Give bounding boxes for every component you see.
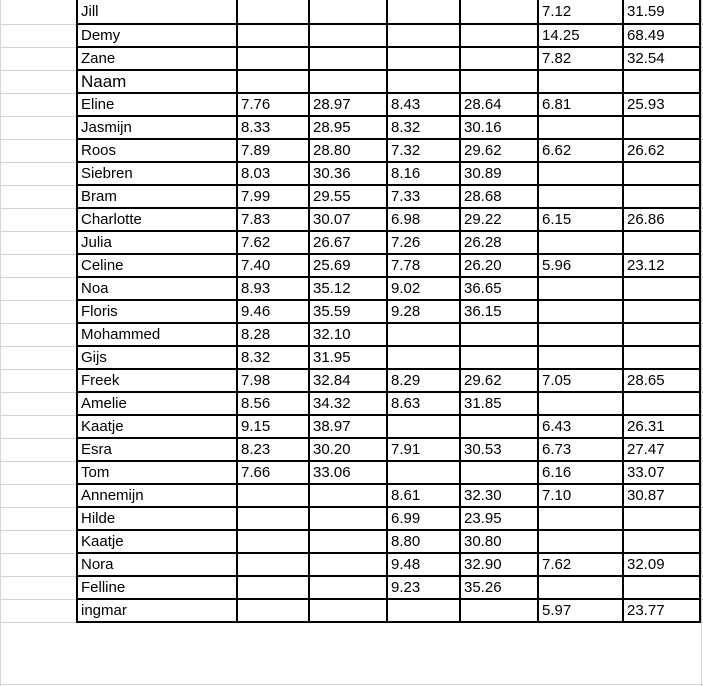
- value-cell[interactable]: 30.80: [460, 530, 538, 553]
- table-row: [77, 0, 700, 24]
- value-cell[interactable]: 26.28: [460, 231, 538, 254]
- value-cell[interactable]: [538, 323, 623, 346]
- name-cell[interactable]: Jasmijn: [77, 116, 237, 139]
- value-cell[interactable]: [237, 599, 309, 622]
- name-cell[interactable]: Annemijn: [77, 484, 237, 507]
- value-cell[interactable]: 6.98: [387, 208, 460, 231]
- name-cell[interactable]: Gijs: [77, 346, 237, 369]
- value-cell[interactable]: 28.97: [309, 93, 387, 116]
- value-cell[interactable]: 6.73: [538, 438, 623, 461]
- value-cell[interactable]: [237, 47, 309, 70]
- value-cell[interactable]: 6.15: [538, 208, 623, 231]
- value-cell[interactable]: [623, 70, 700, 93]
- name-cell[interactable]: Nora: [77, 553, 237, 576]
- gridline: [701, 0, 702, 686]
- value-cell[interactable]: 33.06: [309, 461, 387, 484]
- table-row: [77, 231, 700, 254]
- value-cell[interactable]: 7.12: [538, 0, 623, 24]
- value-cell[interactable]: 8.16: [387, 162, 460, 185]
- value-cell[interactable]: 32.90: [460, 553, 538, 576]
- value-cell[interactable]: [387, 599, 460, 622]
- name-cell[interactable]: Bram: [77, 185, 237, 208]
- value-cell[interactable]: [309, 599, 387, 622]
- name-cell[interactable]: Roos: [77, 139, 237, 162]
- value-cell[interactable]: 7.99: [237, 185, 309, 208]
- value-cell[interactable]: [237, 576, 309, 599]
- value-cell[interactable]: [237, 0, 309, 24]
- value-cell[interactable]: 6.81: [538, 93, 623, 116]
- value-cell[interactable]: 31.59: [623, 0, 700, 24]
- value-cell[interactable]: 7.32: [387, 139, 460, 162]
- name-cell[interactable]: Amelie: [77, 392, 237, 415]
- name-cell[interactable]: Noa: [77, 277, 237, 300]
- value-cell[interactable]: 7.10: [538, 484, 623, 507]
- value-cell[interactable]: 9.15: [237, 415, 309, 438]
- value-cell[interactable]: 7.66: [237, 461, 309, 484]
- value-cell[interactable]: [623, 116, 700, 139]
- value-cell[interactable]: [623, 300, 700, 323]
- value-cell[interactable]: 35.59: [309, 300, 387, 323]
- value-cell[interactable]: 35.12: [309, 277, 387, 300]
- table-row: [77, 93, 700, 116]
- gridline: [0, 684, 703, 685]
- value-cell[interactable]: 7.89: [237, 139, 309, 162]
- value-cell[interactable]: [623, 576, 700, 599]
- value-cell[interactable]: 8.33: [237, 116, 309, 139]
- value-cell[interactable]: 9.48: [387, 553, 460, 576]
- value-cell[interactable]: 26.62: [623, 139, 700, 162]
- value-cell[interactable]: 8.43: [387, 93, 460, 116]
- value-cell[interactable]: 8.32: [387, 116, 460, 139]
- name-cell[interactable]: Jill: [77, 0, 237, 24]
- value-cell[interactable]: [237, 553, 309, 576]
- value-cell[interactable]: [623, 323, 700, 346]
- value-cell[interactable]: [623, 277, 700, 300]
- value-cell[interactable]: [623, 231, 700, 254]
- table-row: [77, 461, 700, 484]
- table-row: [77, 415, 700, 438]
- value-cell[interactable]: [309, 530, 387, 553]
- table-row: [77, 484, 700, 507]
- value-cell[interactable]: 7.91: [387, 438, 460, 461]
- value-cell[interactable]: 7.05: [538, 369, 623, 392]
- value-cell[interactable]: 7.83: [237, 208, 309, 231]
- name-cell[interactable]: Freek: [77, 369, 237, 392]
- table-row: [77, 208, 700, 231]
- value-cell[interactable]: 8.56: [237, 392, 309, 415]
- gridline: [0, 0, 1, 686]
- table-row: [77, 323, 700, 346]
- value-cell[interactable]: 8.61: [387, 484, 460, 507]
- value-cell[interactable]: 6.43: [538, 415, 623, 438]
- value-cell[interactable]: 9.46: [237, 300, 309, 323]
- value-cell[interactable]: [623, 507, 700, 530]
- value-cell[interactable]: 28.80: [309, 139, 387, 162]
- value-cell[interactable]: [309, 576, 387, 599]
- table-row: [77, 438, 700, 461]
- value-cell[interactable]: 5.97: [538, 599, 623, 622]
- value-cell[interactable]: 7.82: [538, 47, 623, 70]
- value-cell[interactable]: [460, 346, 538, 369]
- value-cell[interactable]: 31.85: [460, 392, 538, 415]
- value-cell[interactable]: [309, 484, 387, 507]
- value-cell[interactable]: [623, 392, 700, 415]
- value-cell[interactable]: 36.15: [460, 300, 538, 323]
- value-cell[interactable]: 14.25: [538, 24, 623, 47]
- value-cell[interactable]: [387, 24, 460, 47]
- value-cell[interactable]: [309, 70, 387, 93]
- name-cell[interactable]: Esra: [77, 438, 237, 461]
- value-cell[interactable]: [387, 0, 460, 24]
- value-cell[interactable]: [387, 70, 460, 93]
- table-row: [77, 70, 700, 93]
- name-cell[interactable]: Kaatje: [77, 415, 237, 438]
- value-cell[interactable]: [237, 507, 309, 530]
- value-cell[interactable]: [387, 323, 460, 346]
- value-cell[interactable]: [538, 507, 623, 530]
- table-row: [77, 346, 700, 369]
- value-cell[interactable]: [237, 70, 309, 93]
- name-cell[interactable]: Charlotte: [77, 208, 237, 231]
- value-cell[interactable]: 23.12: [623, 254, 700, 277]
- table-row: [77, 162, 700, 185]
- value-cell[interactable]: 7.76: [237, 93, 309, 116]
- value-cell[interactable]: 7.33: [387, 185, 460, 208]
- value-cell[interactable]: [538, 70, 623, 93]
- table-row: [77, 369, 700, 392]
- value-cell[interactable]: [538, 116, 623, 139]
- value-cell[interactable]: [460, 24, 538, 47]
- value-cell[interactable]: 30.36: [309, 162, 387, 185]
- value-cell[interactable]: [309, 24, 387, 47]
- value-cell[interactable]: [623, 185, 700, 208]
- name-cell[interactable]: Demy: [77, 24, 237, 47]
- value-cell[interactable]: 9.23: [387, 576, 460, 599]
- value-cell[interactable]: [460, 599, 538, 622]
- name-cell[interactable]: Eline: [77, 93, 237, 116]
- table-row: [77, 553, 700, 576]
- value-cell[interactable]: [237, 530, 309, 553]
- value-cell[interactable]: 30.89: [460, 162, 538, 185]
- value-cell[interactable]: 36.65: [460, 277, 538, 300]
- value-cell[interactable]: [538, 576, 623, 599]
- value-cell[interactable]: [538, 392, 623, 415]
- name-cell[interactable]: Hilde: [77, 507, 237, 530]
- value-cell[interactable]: [309, 0, 387, 24]
- value-cell[interactable]: 7.62: [237, 231, 309, 254]
- table-row: [77, 185, 700, 208]
- table-row: [77, 392, 700, 415]
- value-cell[interactable]: [538, 277, 623, 300]
- name-cell[interactable]: Kaatje: [77, 530, 237, 553]
- value-cell[interactable]: 9.02: [387, 277, 460, 300]
- table-row: [77, 576, 700, 599]
- name-cell[interactable]: Julia: [77, 231, 237, 254]
- value-cell[interactable]: 8.29: [387, 369, 460, 392]
- value-cell[interactable]: 8.28: [237, 323, 309, 346]
- value-cell[interactable]: [538, 231, 623, 254]
- table-row: [77, 530, 700, 553]
- value-cell[interactable]: 8.32: [237, 346, 309, 369]
- value-cell[interactable]: [387, 47, 460, 70]
- table-row: [77, 277, 700, 300]
- value-cell[interactable]: 31.95: [309, 346, 387, 369]
- value-cell[interactable]: 26.67: [309, 231, 387, 254]
- value-cell[interactable]: 5.96: [538, 254, 623, 277]
- value-cell[interactable]: 23.77: [623, 599, 700, 622]
- value-cell[interactable]: 34.32: [309, 392, 387, 415]
- name-cell[interactable]: Floris: [77, 300, 237, 323]
- value-cell[interactable]: [387, 415, 460, 438]
- table-row: [77, 24, 700, 47]
- value-cell[interactable]: [387, 461, 460, 484]
- value-cell[interactable]: 38.97: [309, 415, 387, 438]
- value-cell[interactable]: [460, 323, 538, 346]
- value-cell[interactable]: 8.63: [387, 392, 460, 415]
- value-cell[interactable]: 29.22: [460, 208, 538, 231]
- value-cell[interactable]: 8.03: [237, 162, 309, 185]
- value-cell[interactable]: [623, 162, 700, 185]
- value-cell[interactable]: 28.68: [460, 185, 538, 208]
- value-cell[interactable]: 7.78: [387, 254, 460, 277]
- table-row: [77, 47, 700, 70]
- value-cell[interactable]: 29.62: [460, 139, 538, 162]
- value-cell[interactable]: [387, 346, 460, 369]
- value-cell[interactable]: 32.84: [309, 369, 387, 392]
- value-cell[interactable]: [538, 346, 623, 369]
- value-cell[interactable]: 6.99: [387, 507, 460, 530]
- value-cell[interactable]: 26.20: [460, 254, 538, 277]
- value-cell[interactable]: 32.30: [460, 484, 538, 507]
- value-cell[interactable]: [460, 47, 538, 70]
- value-cell[interactable]: [460, 0, 538, 24]
- table-row: [77, 300, 700, 323]
- value-cell[interactable]: 28.65: [623, 369, 700, 392]
- value-cell[interactable]: [309, 47, 387, 70]
- value-cell[interactable]: [538, 530, 623, 553]
- data-table: [76, 0, 701, 623]
- value-cell[interactable]: [309, 507, 387, 530]
- value-cell[interactable]: [237, 24, 309, 47]
- value-cell[interactable]: [538, 162, 623, 185]
- value-cell[interactable]: [623, 530, 700, 553]
- table-row: [77, 254, 700, 277]
- table-row: [77, 599, 700, 622]
- value-cell[interactable]: [538, 185, 623, 208]
- name-cell[interactable]: Tom: [77, 461, 237, 484]
- table-row: [77, 116, 700, 139]
- value-cell[interactable]: 32.09: [623, 553, 700, 576]
- value-cell[interactable]: 9.28: [387, 300, 460, 323]
- value-cell[interactable]: 30.20: [309, 438, 387, 461]
- value-cell[interactable]: 32.54: [623, 47, 700, 70]
- name-cell[interactable]: ingmar: [77, 599, 237, 622]
- value-cell[interactable]: 30.07: [309, 208, 387, 231]
- value-cell[interactable]: 27.47: [623, 438, 700, 461]
- value-cell[interactable]: [309, 553, 387, 576]
- value-cell[interactable]: 68.49: [623, 24, 700, 47]
- value-cell[interactable]: 29.55: [309, 185, 387, 208]
- value-cell[interactable]: 7.62: [538, 553, 623, 576]
- value-cell[interactable]: [460, 461, 538, 484]
- value-cell[interactable]: 32.10: [309, 323, 387, 346]
- value-cell[interactable]: 30.53: [460, 438, 538, 461]
- value-cell[interactable]: 29.62: [460, 369, 538, 392]
- section-header-cell[interactable]: Naam: [77, 70, 237, 93]
- value-cell[interactable]: 23.95: [460, 507, 538, 530]
- value-cell[interactable]: [237, 484, 309, 507]
- value-cell[interactable]: [623, 346, 700, 369]
- value-cell[interactable]: [460, 70, 538, 93]
- value-cell[interactable]: 8.23: [237, 438, 309, 461]
- value-cell[interactable]: 25.69: [309, 254, 387, 277]
- value-cell[interactable]: 7.26: [387, 231, 460, 254]
- value-cell[interactable]: 28.64: [460, 93, 538, 116]
- value-cell[interactable]: 30.87: [623, 484, 700, 507]
- value-cell[interactable]: [538, 300, 623, 323]
- name-cell[interactable]: Siebren: [77, 162, 237, 185]
- value-cell[interactable]: 7.98: [237, 369, 309, 392]
- value-cell[interactable]: 8.80: [387, 530, 460, 553]
- value-cell[interactable]: 25.93: [623, 93, 700, 116]
- value-cell[interactable]: 8.93: [237, 277, 309, 300]
- value-cell[interactable]: 7.40: [237, 254, 309, 277]
- name-cell[interactable]: Mohammed: [77, 323, 237, 346]
- value-cell[interactable]: 30.16: [460, 116, 538, 139]
- table-row: [77, 507, 700, 530]
- name-cell[interactable]: Felline: [77, 576, 237, 599]
- value-cell[interactable]: 28.95: [309, 116, 387, 139]
- value-cell[interactable]: 35.26: [460, 576, 538, 599]
- value-cell[interactable]: 33.07: [623, 461, 700, 484]
- name-cell[interactable]: Celine: [77, 254, 237, 277]
- name-cell[interactable]: Zane: [77, 47, 237, 70]
- table-row: [77, 139, 700, 162]
- value-cell[interactable]: 6.62: [538, 139, 623, 162]
- value-cell[interactable]: [460, 415, 538, 438]
- value-cell[interactable]: 26.31: [623, 415, 700, 438]
- value-cell[interactable]: 26.86: [623, 208, 700, 231]
- value-cell[interactable]: 6.16: [538, 461, 623, 484]
